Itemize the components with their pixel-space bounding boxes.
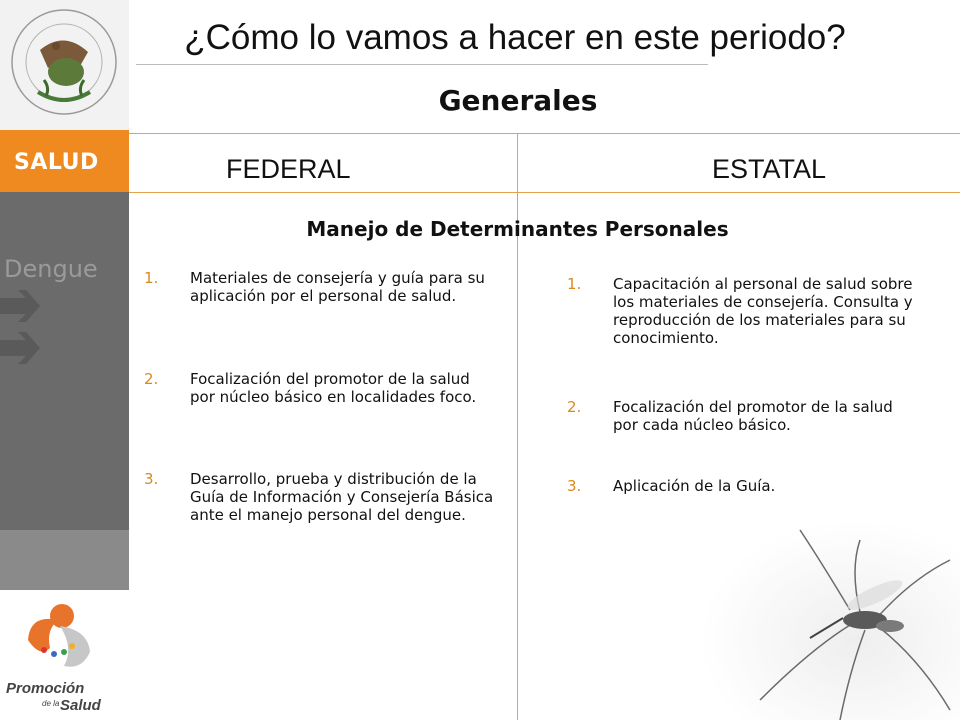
title-divider	[136, 64, 708, 65]
promocion-salud-logo	[0, 590, 129, 680]
mosquito-image	[700, 520, 960, 720]
sidebar-gray-lower	[0, 530, 129, 590]
promocion-label: Promoción	[6, 680, 85, 697]
list-text: Materiales de consejería y guía para su aplicación por el personal de salud.	[190, 269, 485, 305]
federal-heading: FEDERAL	[226, 154, 351, 184]
list-number: 3.	[567, 477, 582, 495]
list-text: Aplicación de la Guía.	[613, 477, 776, 495]
section-title: Manejo de Determinantes Personales	[306, 217, 729, 241]
mexican-seal-icon	[0, 0, 129, 130]
list-number: 2.	[567, 398, 582, 416]
list-number: 1.	[567, 275, 582, 293]
arrow-right-icon	[0, 288, 50, 378]
page-title: ¿Cómo lo vamos a hacer en este periodo?	[184, 18, 846, 57]
sidebar	[0, 0, 129, 720]
header-bottom-line	[129, 192, 960, 193]
seal-area	[0, 0, 129, 130]
salud-label: SALUD	[14, 150, 99, 175]
dengue-label: Dengue	[4, 255, 98, 283]
list-text: Focalización del promotor de la salud por núcleo básico en localidades foco.	[190, 370, 477, 406]
page-subtitle: Generales	[438, 84, 598, 117]
promocion-de-la-label: de la	[42, 699, 60, 708]
list-text: Focalización del promotor de la salud por cada núcleo básico.	[613, 398, 893, 434]
list-text: Capacitación al personal de salud sobre los materiales de consejería. Consulta y reproducción de los materiales para su conocimiento.	[613, 275, 913, 347]
list-number: 2.	[144, 370, 159, 388]
promocion-salud-label: Salud	[60, 697, 101, 714]
list-text: Desarrollo, prueba y distribución de la Guía de Información y Consejería Básica ante el manejo personal del dengue.	[190, 470, 494, 524]
list-number: 3.	[144, 470, 159, 488]
estatal-heading: ESTATAL	[712, 154, 827, 184]
list-number: 1.	[144, 269, 159, 287]
header-top-line	[129, 133, 960, 134]
